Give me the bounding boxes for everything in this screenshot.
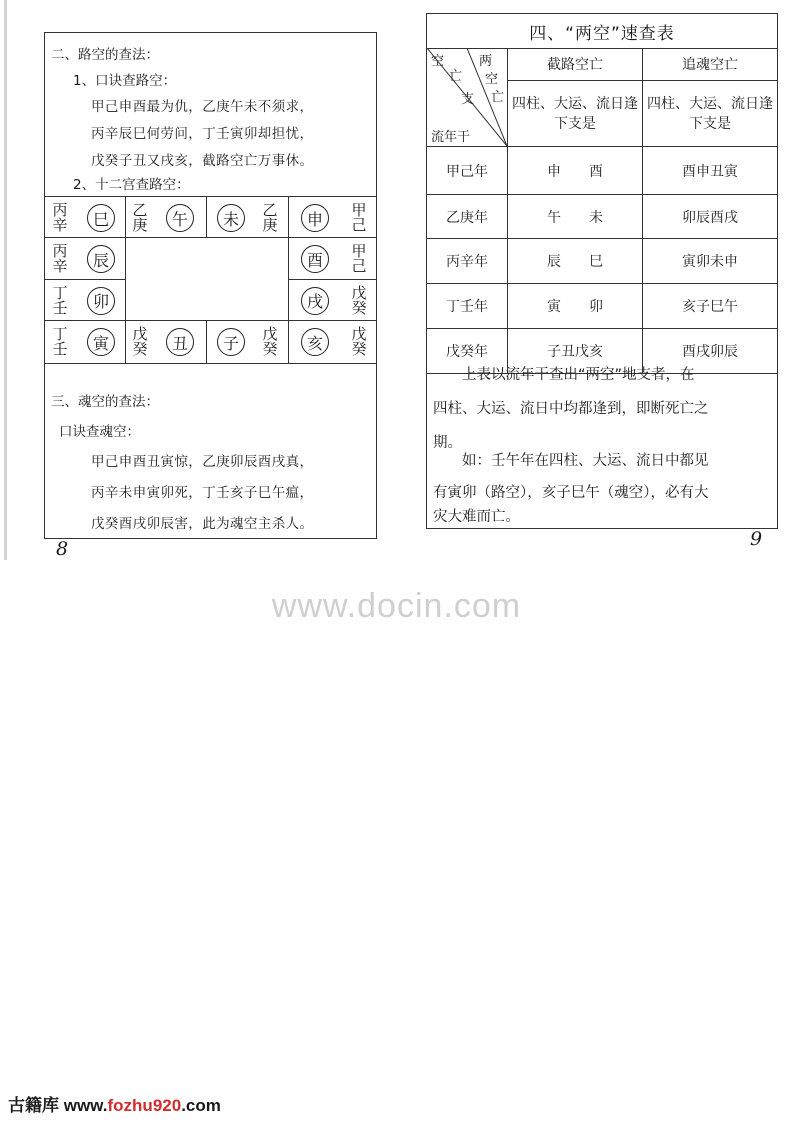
- branch-circle: 申: [301, 204, 329, 232]
- branch-circle: 酉: [301, 245, 329, 273]
- section2-title: 二、路空的查法：: [51, 47, 159, 63]
- row-jielu: 子丑戊亥: [547, 344, 603, 360]
- page-number-right: 9: [750, 528, 763, 550]
- header-zhuihun-sub: 四柱、大运、流日逢下支是: [647, 96, 773, 132]
- stem-label: 丁 壬: [52, 283, 68, 317]
- header-jielu-sub: 四柱、大运、流日逢下支是: [512, 96, 638, 132]
- row-zhuihun: 卯辰酉戌: [682, 209, 738, 226]
- row-stem: 乙庚年: [446, 209, 488, 226]
- example-line: 如：壬午年在四柱、大运、流日中都见: [462, 453, 709, 469]
- twelve-palace-grid: [45, 196, 376, 364]
- row-zhuihun: 酉申丑寅: [682, 163, 738, 180]
- sub-heading-1: 1、口诀查路空：: [73, 73, 177, 89]
- row-stem: 丁壬年: [446, 299, 488, 315]
- explanation-line: 上表以流年干查出“两空”地支者，在: [462, 367, 695, 383]
- section3-title: 三、魂空的查法：: [51, 394, 159, 410]
- row-stem: 戊癸年: [446, 344, 488, 360]
- verse2-line: 丙辛未申寅卯死，丁壬亥子巳午瘟，: [91, 485, 314, 501]
- row-zhuihun: 亥子巳午: [682, 299, 738, 315]
- branch-circle: 午: [166, 204, 194, 232]
- explanation-line: 期。: [433, 435, 462, 451]
- header-zhuihun: 追魂空亡: [682, 57, 738, 73]
- diag-label-kong: 空: [431, 54, 445, 69]
- verse1-line: 戊癸子丑又戌亥，截路空亡万事休。: [91, 153, 314, 169]
- verse1-line: 丙辛辰巳何劳问，丁壬寅卯却担忧，: [91, 126, 314, 142]
- stem-label: 戊 癸: [351, 283, 367, 317]
- diag-label-zhi: 支: [461, 92, 475, 107]
- footer-highlight: fozhu920: [107, 1096, 182, 1115]
- watermark: www.docin.com: [271, 587, 522, 625]
- left-page: [44, 32, 377, 539]
- branch-circle: 戌: [301, 287, 329, 315]
- branch-circle: 未: [217, 204, 245, 232]
- diag-label-kong2: 空: [485, 72, 499, 87]
- footer-suffix: .com: [181, 1096, 221, 1115]
- branch-circle: 卯: [87, 287, 115, 315]
- row-jielu: 申 酉: [547, 163, 603, 180]
- sub-heading-3: 口诀查魂空：: [59, 424, 140, 440]
- branch-circle: 辰: [87, 245, 115, 273]
- stem-label: 甲 己: [351, 201, 367, 234]
- diag-label-liang: 两: [479, 54, 493, 69]
- branch-circle: 子: [217, 328, 245, 356]
- scan-edge: [4, 0, 7, 560]
- stem-label: 戊 癸: [132, 325, 148, 358]
- stem-label: 戊 癸: [351, 325, 367, 358]
- row-stem: 丙辛年: [446, 254, 488, 270]
- table-title: 四、“两空”速查表: [427, 14, 777, 49]
- diag-label-wang2: 亡: [491, 90, 505, 105]
- footer-prefix: 古籍库 www.: [8, 1096, 108, 1115]
- page-number-left: 8: [56, 538, 69, 560]
- branch-circle: 寅: [87, 328, 115, 356]
- header-jielu: 截路空亡: [547, 57, 603, 73]
- row-jielu: 午 未: [547, 209, 603, 226]
- stem-label: 丙 辛: [52, 201, 68, 234]
- stem-label: 丁 壬: [52, 325, 68, 358]
- example-line: 有寅卯（路空），亥子巳午（魂空），必有大: [433, 485, 709, 501]
- row-jielu: 辰 巳: [547, 254, 603, 270]
- row-jielu: 寅 卯: [547, 299, 603, 315]
- stem-label: 乙 庚: [132, 201, 148, 234]
- example-line: 灾大难而亡。: [433, 509, 520, 525]
- right-page: [426, 13, 778, 529]
- sub-heading-2: 2、十二宫查路空：: [73, 177, 190, 193]
- site-footer[interactable]: [8, 1091, 221, 1116]
- stem-label: 甲 己: [351, 242, 367, 275]
- branch-circle: 丑: [166, 328, 194, 356]
- verse2-line: 戊癸酉戌卯辰害，此为魂空主杀人。: [91, 516, 314, 532]
- row-zhuihun: 寅卯未申: [682, 254, 738, 270]
- diag-label-liunian: 流年干: [431, 130, 471, 145]
- stem-label: 戊 癸: [262, 325, 278, 358]
- verse2-line: 甲己申酉丑寅惊，乙庚卯辰酉戌真，: [91, 454, 314, 470]
- row-stem: 甲己年: [446, 163, 488, 180]
- explanation-line: 四柱、大运、流日中均都逢到，即断死亡之: [433, 401, 709, 417]
- branch-circle: 巳: [87, 204, 115, 232]
- row-zhuihun: 酉戌卯辰: [682, 344, 738, 360]
- stem-label: 丙 辛: [52, 242, 68, 275]
- branch-circle: 亥: [301, 328, 329, 356]
- stem-label: 乙 庚: [262, 201, 278, 234]
- diag-label-wang: 亡: [449, 69, 463, 84]
- verse1-line: 甲己申酉最为仇，乙庚午未不须求，: [91, 99, 314, 115]
